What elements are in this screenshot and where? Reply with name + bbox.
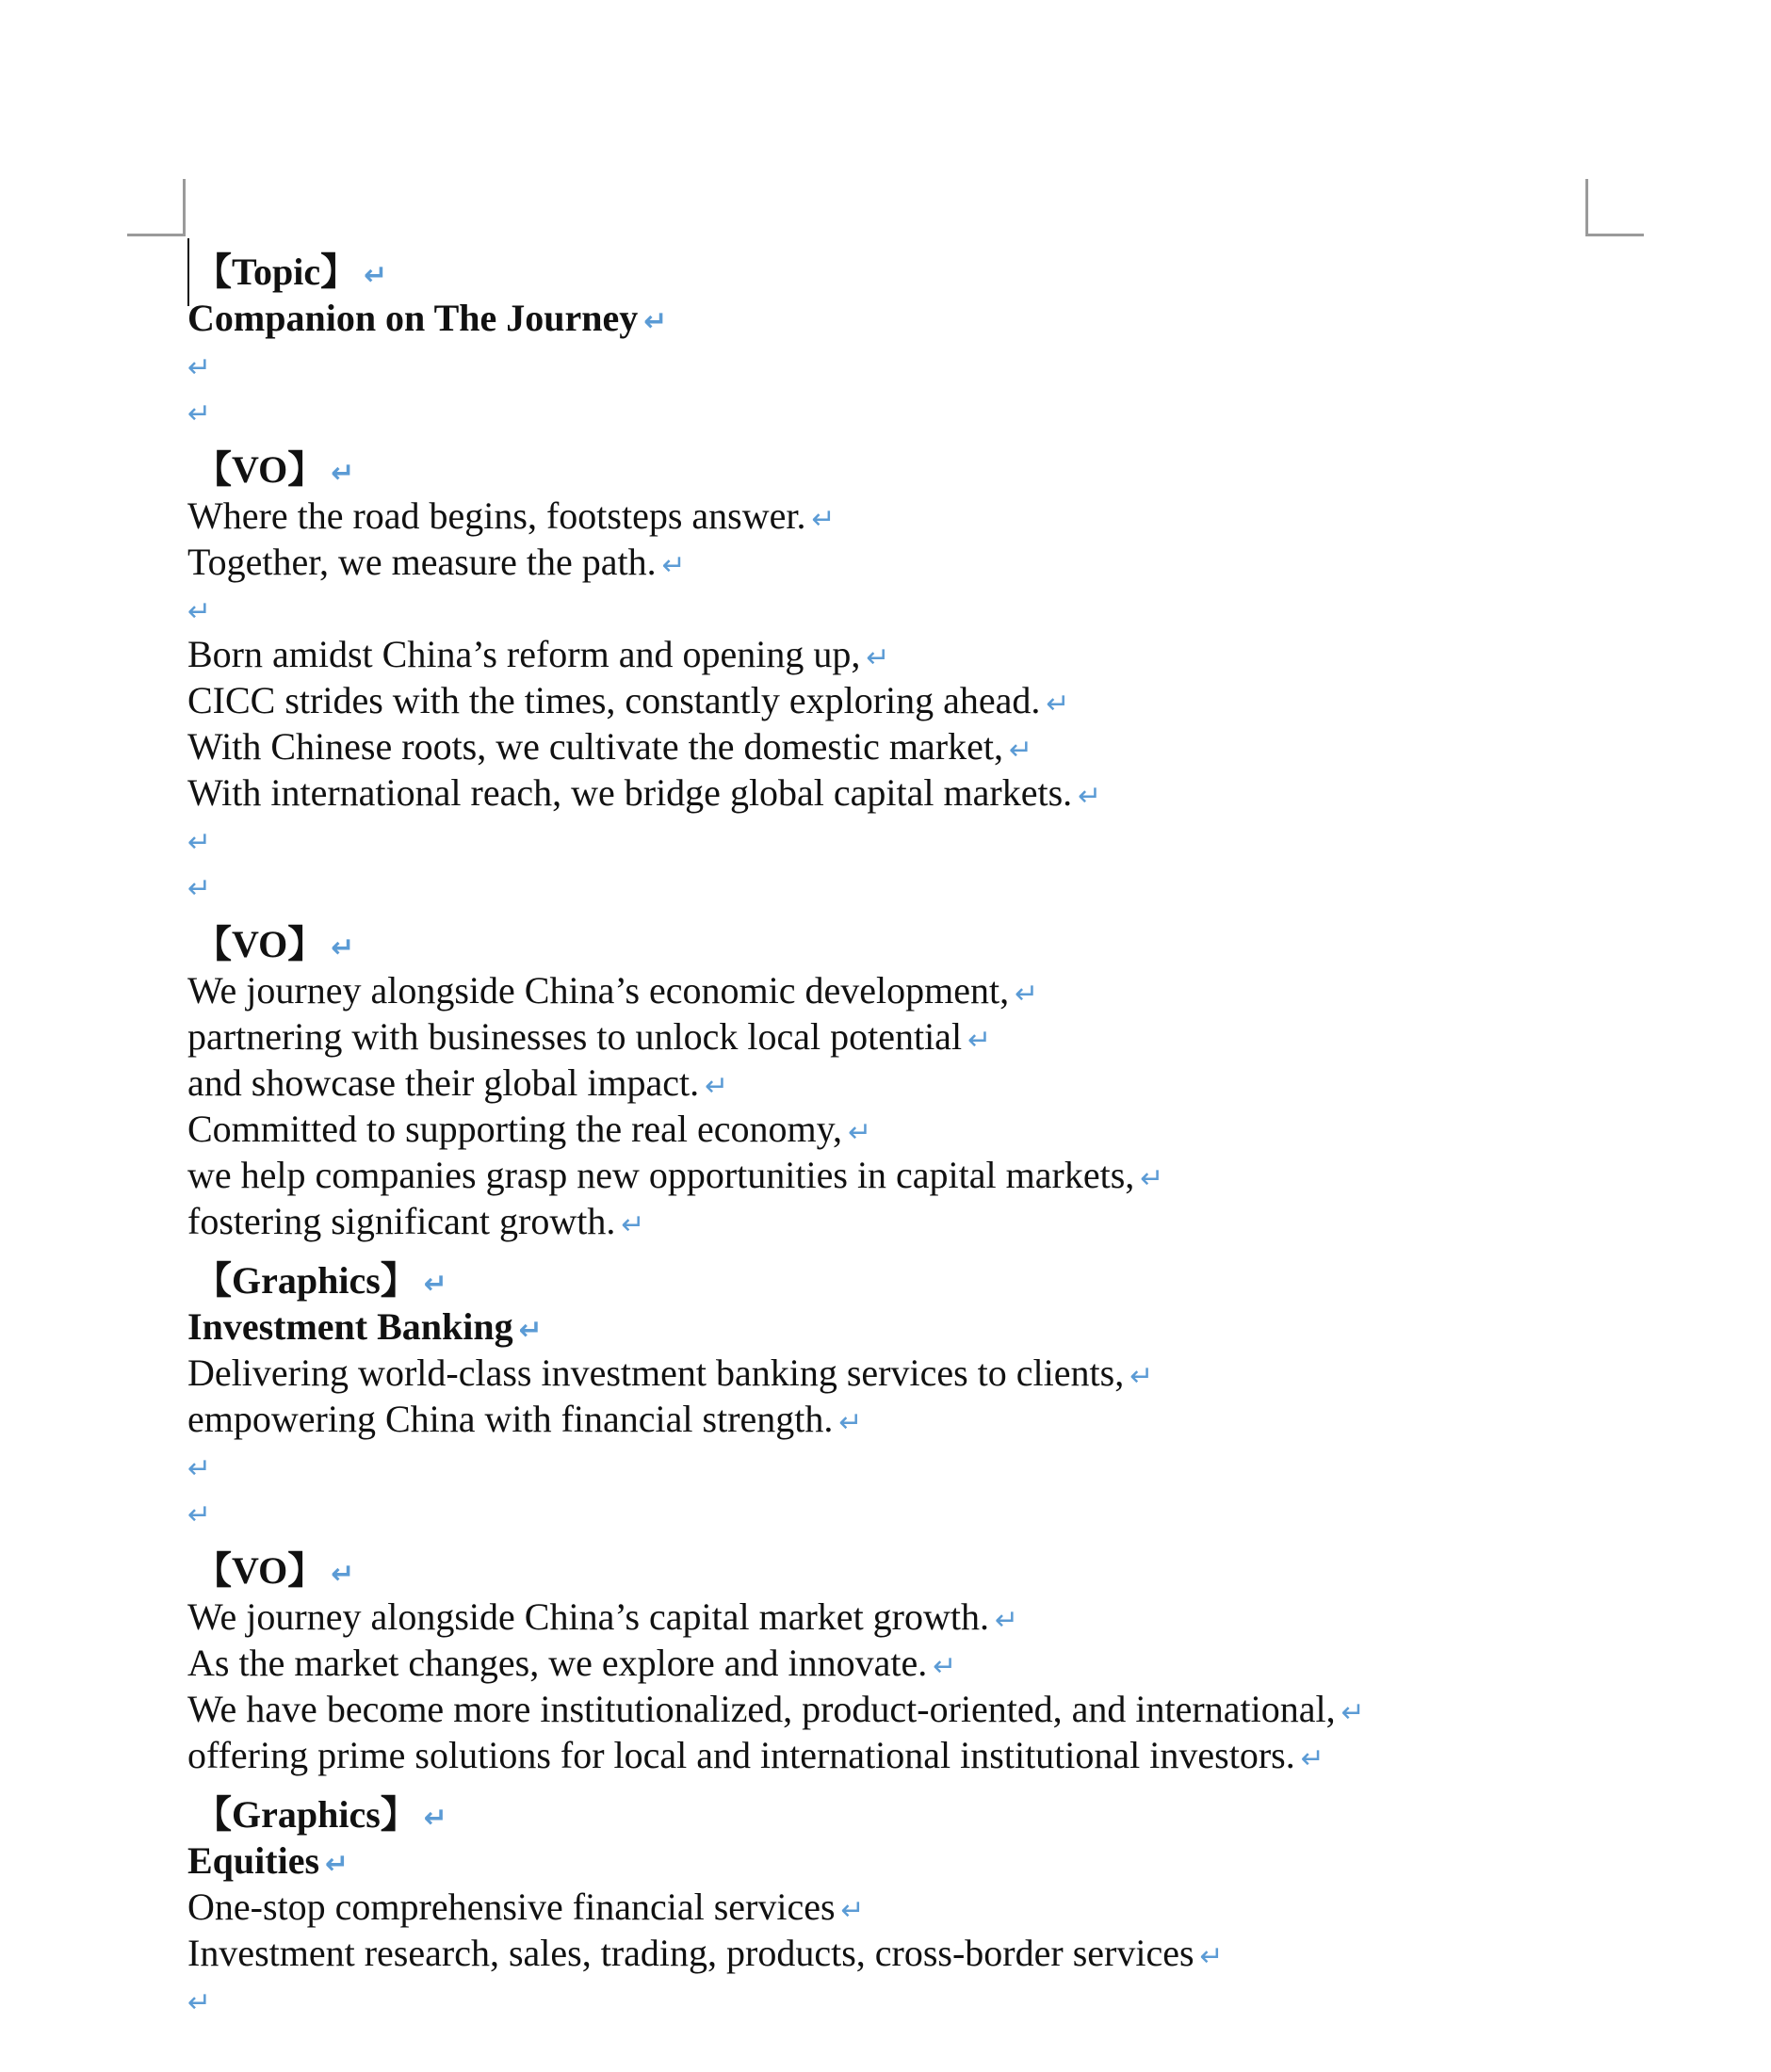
paragraph-mark-icon: ↵ bbox=[967, 1024, 992, 1057]
section-tag[interactable] bbox=[187, 1547, 1657, 1594]
paragraph-mark-icon: ↵ bbox=[187, 1986, 212, 2019]
paragraph-mark-icon: ↵ bbox=[364, 259, 388, 292]
line-text: Investment research, sales, trading, products, cross-border services bbox=[187, 1932, 1194, 1974]
crop-mark-top-left-horizontal bbox=[127, 234, 186, 236]
paragraph-mark-icon: ↵ bbox=[1015, 978, 1039, 1011]
line-text: offering prime solutions for local and international institutional investors. bbox=[187, 1734, 1295, 1776]
heading-line[interactable] bbox=[187, 1303, 1657, 1350]
paragraph-mark-icon: ↵ bbox=[331, 931, 355, 964]
line-text: fostering significant growth. bbox=[187, 1200, 616, 1242]
line-text: 【Topic】 bbox=[194, 251, 359, 293]
line-text: Delivering world-class investment banking services to clients, bbox=[187, 1352, 1125, 1394]
paragraph-mark-icon: ↵ bbox=[840, 1894, 865, 1927]
line-text: 【VO】 bbox=[194, 923, 326, 965]
paragraph-mark-icon: ↵ bbox=[1078, 780, 1102, 813]
empty-paragraph[interactable] bbox=[187, 341, 1657, 387]
line-text: partnering with businesses to unlock local potential bbox=[187, 1015, 963, 1058]
empty-paragraph[interactable] bbox=[187, 1488, 1657, 1534]
paragraph-mark-icon: ↵ bbox=[1300, 1742, 1324, 1775]
line-text: We journey alongside China’s economic development, bbox=[187, 969, 1010, 1012]
text-line[interactable] bbox=[187, 1686, 1657, 1732]
line-text: CICC strides with the times, constantly exploring ahead. bbox=[187, 679, 1041, 721]
paragraph-mark-icon: ↵ bbox=[187, 826, 212, 859]
empty-paragraph[interactable] bbox=[187, 862, 1657, 908]
line-text: 【VO】 bbox=[194, 448, 326, 491]
text-line[interactable] bbox=[187, 1350, 1657, 1396]
text-line[interactable] bbox=[187, 967, 1657, 1013]
paragraph-mark-icon: ↵ bbox=[838, 1406, 863, 1439]
text-line[interactable] bbox=[187, 1594, 1657, 1640]
line-text: With international reach, we bridge global capital markets. bbox=[187, 771, 1073, 814]
line-text: 【Graphics】 bbox=[194, 1259, 418, 1302]
paragraph-mark-icon: ↵ bbox=[995, 1604, 1019, 1637]
text-line[interactable] bbox=[187, 631, 1657, 677]
paragraph-mark-icon: ↵ bbox=[518, 1314, 543, 1347]
text-line[interactable] bbox=[187, 1060, 1657, 1106]
section-tag[interactable] bbox=[187, 1257, 1657, 1303]
line-text: Companion on The Journey bbox=[187, 297, 639, 339]
section-tag[interactable] bbox=[187, 1791, 1657, 1837]
paragraph-mark-icon: ↵ bbox=[331, 457, 355, 490]
text-line[interactable] bbox=[187, 493, 1657, 539]
paragraph-mark-icon: ↵ bbox=[331, 1558, 355, 1591]
line-text: As the market changes, we explore and innovate. bbox=[187, 1642, 928, 1684]
paragraph-mark-icon: ↵ bbox=[1140, 1162, 1164, 1195]
text-line[interactable] bbox=[187, 1930, 1657, 1976]
paragraph-mark-icon: ↵ bbox=[325, 1848, 349, 1881]
line-text: We journey alongside China’s capital market growth. bbox=[187, 1595, 989, 1638]
empty-paragraph[interactable] bbox=[187, 1442, 1657, 1488]
text-line[interactable] bbox=[187, 1152, 1657, 1198]
paragraph-mark-icon: ↵ bbox=[866, 641, 890, 674]
paragraph-mark-icon: ↵ bbox=[187, 397, 212, 430]
line-text: We have become more institutionalized, product-oriented, and international, bbox=[187, 1688, 1336, 1730]
section-tag[interactable] bbox=[187, 446, 1657, 493]
paragraph-mark-icon: ↵ bbox=[187, 595, 212, 628]
paragraph-mark-icon: ↵ bbox=[705, 1070, 729, 1103]
line-text: Where the road begins, footsteps answer. bbox=[187, 494, 806, 537]
line-text: With Chinese roots, we cultivate the domestic market, bbox=[187, 725, 1003, 768]
paragraph-mark-icon: ↵ bbox=[187, 1498, 212, 1531]
line-text: 【VO】 bbox=[194, 1549, 326, 1592]
paragraph-mark-icon: ↵ bbox=[187, 1452, 212, 1485]
heading-line[interactable] bbox=[187, 295, 1657, 341]
paragraph-mark-icon: ↵ bbox=[848, 1116, 872, 1149]
paragraph-mark-icon: ↵ bbox=[933, 1650, 957, 1683]
paragraph-mark-icon: ↵ bbox=[661, 549, 686, 582]
line-text: Equities bbox=[187, 1839, 320, 1882]
paragraph-mark-icon: ↵ bbox=[423, 1802, 447, 1835]
paragraph-mark-icon: ↵ bbox=[187, 872, 212, 905]
paragraph-mark-icon: ↵ bbox=[1340, 1696, 1365, 1729]
text-line[interactable] bbox=[187, 539, 1657, 585]
text-line[interactable] bbox=[187, 723, 1657, 769]
line-text: Investment Banking bbox=[187, 1305, 513, 1348]
line-text: Together, we measure the path. bbox=[187, 541, 657, 583]
paragraph-mark-icon: ↵ bbox=[187, 351, 212, 384]
paragraph-mark-icon: ↵ bbox=[811, 503, 836, 536]
text-line[interactable] bbox=[187, 1732, 1657, 1778]
crop-mark-top-right-horizontal bbox=[1585, 234, 1644, 236]
line-text: Born amidst China’s reform and opening up, bbox=[187, 633, 861, 675]
paragraph-mark-icon: ↵ bbox=[1129, 1360, 1154, 1393]
text-line[interactable] bbox=[187, 1640, 1657, 1686]
crop-mark-top-right-vertical bbox=[1585, 179, 1588, 235]
paragraph-mark-icon: ↵ bbox=[1008, 734, 1033, 767]
text-line[interactable] bbox=[187, 1396, 1657, 1442]
crop-mark-top-left-vertical bbox=[183, 179, 186, 235]
text-line[interactable] bbox=[187, 769, 1657, 816]
line-text: Committed to supporting the real economy, bbox=[187, 1108, 843, 1150]
text-line[interactable] bbox=[187, 1013, 1657, 1060]
text-line[interactable] bbox=[187, 677, 1657, 723]
empty-paragraph[interactable] bbox=[187, 816, 1657, 862]
paragraph-mark-icon: ↵ bbox=[621, 1208, 645, 1241]
paragraph-mark-icon: ↵ bbox=[1199, 1940, 1224, 1973]
line-text: empowering China with financial strength. bbox=[187, 1398, 834, 1440]
section-tag[interactable] bbox=[187, 249, 1657, 295]
heading-line[interactable] bbox=[187, 1837, 1657, 1884]
paragraph-mark-icon: ↵ bbox=[1046, 688, 1070, 720]
empty-paragraph[interactable] bbox=[187, 387, 1657, 433]
line-text: One-stop comprehensive financial services bbox=[187, 1886, 836, 1928]
paragraph-mark-icon: ↵ bbox=[643, 305, 668, 338]
text-line[interactable] bbox=[187, 1106, 1657, 1152]
empty-paragraph[interactable] bbox=[187, 1976, 1657, 2022]
document-body[interactable] bbox=[187, 249, 1657, 2022]
text-line[interactable] bbox=[187, 1198, 1657, 1244]
empty-paragraph[interactable] bbox=[187, 585, 1657, 631]
paragraph-mark-icon: ↵ bbox=[423, 1268, 447, 1301]
line-text: 【Graphics】 bbox=[194, 1793, 418, 1836]
text-line[interactable] bbox=[187, 1884, 1657, 1930]
section-tag[interactable] bbox=[187, 921, 1657, 967]
line-text: we help companies grasp new opportunities in capital markets, bbox=[187, 1154, 1135, 1196]
line-text: and showcase their global impact. bbox=[187, 1061, 700, 1104]
